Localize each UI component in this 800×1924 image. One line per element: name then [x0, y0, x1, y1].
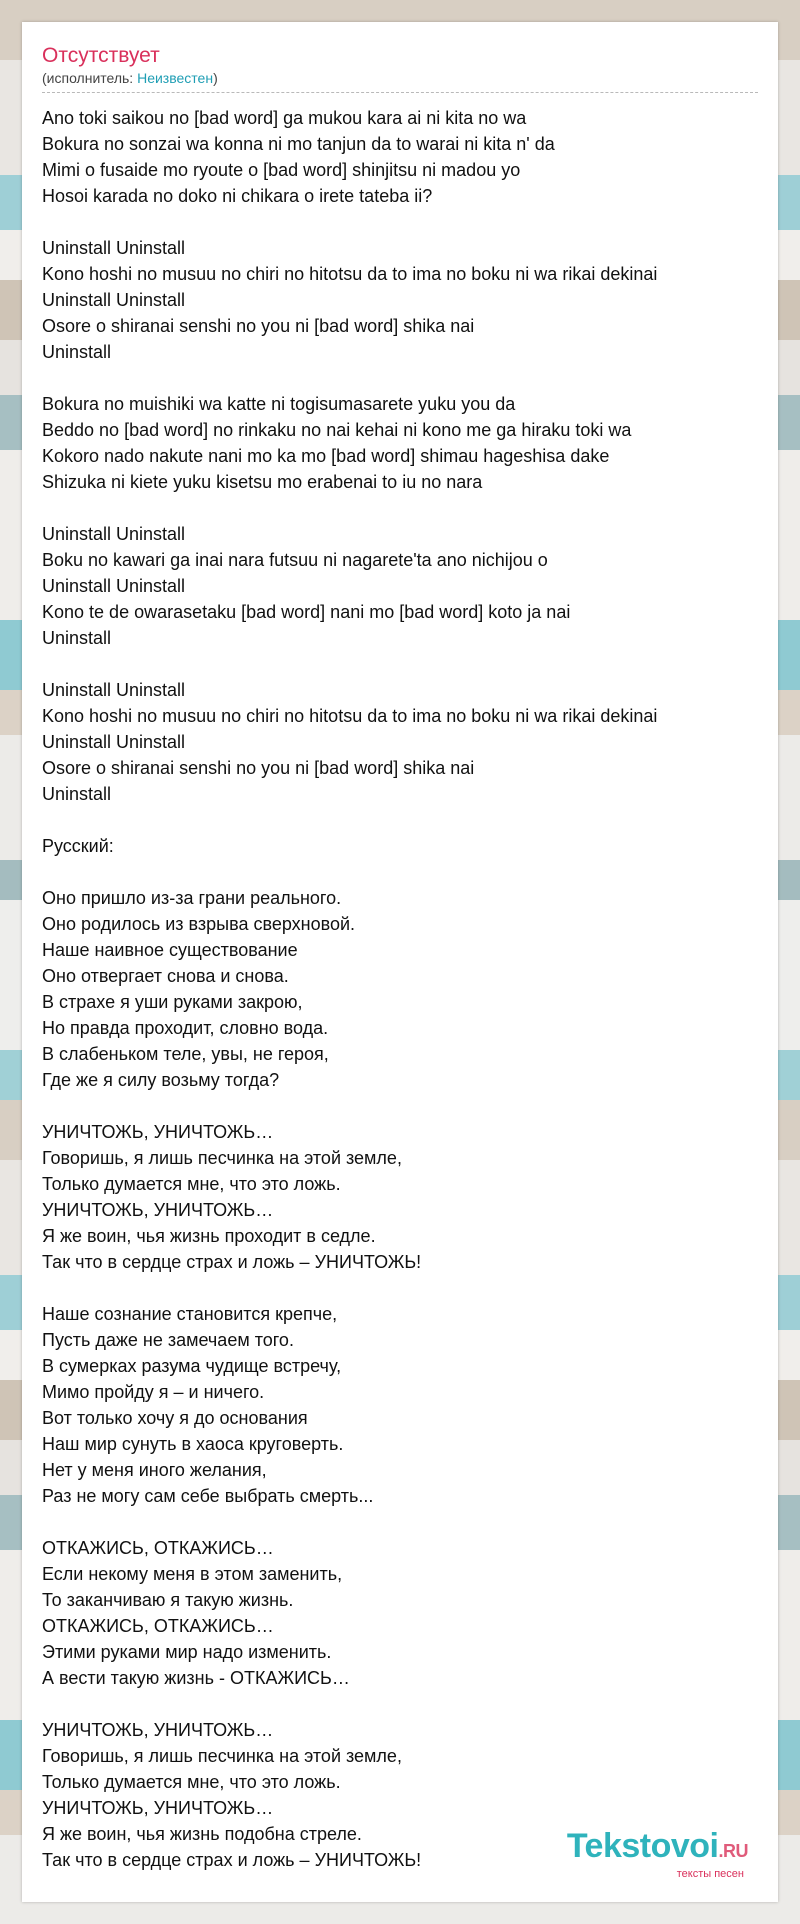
logo-tagline: тексты песен: [676, 1868, 744, 1880]
song-title: Отсутствует: [42, 44, 160, 67]
site-logo[interactable]: [567, 1829, 748, 1880]
artist-prefix: (исполнитель:: [42, 70, 138, 86]
artist-link[interactable]: Неизвестен: [137, 70, 214, 86]
lyrics-text: Ano toki saikou no [bad word] ga mukou kara ai ni kita no wa Bokura no sonzai wa konna ni mo tanjun da to warai ni kita n' da Mimi o fusaide mo ryoute o [bad word] shinjitsu ni madou yo Hosoi karada no doko ni chikara o irete tateba ii? Uninstall Uninstall Kono hoshi no musuu no chiri no hitotsu da to ima no boku ni wa rikai dekinai Uninstall Uninstall Osore o shiranai senshi no you ni [bad word] shika nai Uninstall Bokura no muishiki wa katte ni togisumasarete yuku you da Beddo no [bad word] no rinkaku no nai kehai ni kono me ga hiraku toki wa Kokoro nado nakute nani mo ka mo [bad word] shimau hageshisa dake Shizuka ni kiete yuku kisetsu mo erabenai to iu no nara Uninstall Uninstall Boku no kawari ga inai nara futsuu ni nagarete'ta ano nichijou o Uninstall Uninstall Kono te de owarasetaku [bad word] nani mo [bad word] koto ja nai Uninstall Uninstall Uninstall Kono hoshi no musuu no chiri no hitotsu da to ima no boku ni wa rikai dekinai Uninstall Uninstall Osore o shiranai senshi no you ni [bad word] shika nai Uninstall Русский: Оно пришло из-за грани реального. Оно родилось из взрыва сверхновой. Наше наивное существование Оно отвергает снова и снова. В страхе я уши руками закрою, Но правда проходит, словно вода. В слабеньком теле, увы, не героя, Где же я силу возьму тогда? УНИЧТОЖЬ, УНИЧТОЖЬ… Говоришь, я лишь песчинка на этой земле, Только думается мне, что это ложь. УНИЧТОЖЬ, УНИЧТОЖЬ… Я же воин, чья жизнь проходит в седле. Так что в сердце страх и ложь – УНИЧТОЖЬ! Наше сознание становится крепче, Пусть даже не замечаем того. В сумерках разума чудище встречу, Мимо пройду я – и ничего. Вот только хочу я до основания Наш мир сунуть в хаоса круговерть. Нет у меня иного желания, Раз не могу сам себе выбрать смерть... ОТКАЖИСЬ, ОТКАЖИСЬ… Если некому меня в этом заменить, То заканчиваю я такую жизнь. ОТКАЖИСЬ, ОТКАЖИСЬ… Этими руками мир надо изменить. А вести такую жизнь - ОТКАЖИСЬ… УНИЧТОЖЬ, УНИЧТОЖЬ… Говоришь, я лишь песчинка на этой земле, Только думается мне, что это ложь. УНИЧТОЖЬ, УНИЧТОЖЬ… Я же воин, чья жизнь подобна стреле. Так что в сердце страх и ложь – УНИЧТОЖЬ!: [42, 108, 658, 1870]
logo-name: Tekstovoi: [566, 1827, 719, 1865]
song-header: [42, 42, 758, 93]
lyrics-card: [22, 22, 778, 1902]
logo-wordmark: [567, 1829, 748, 1868]
logo-tld: .RU: [718, 1841, 748, 1861]
artist-line: [42, 70, 758, 86]
artist-suffix: ): [213, 70, 218, 86]
